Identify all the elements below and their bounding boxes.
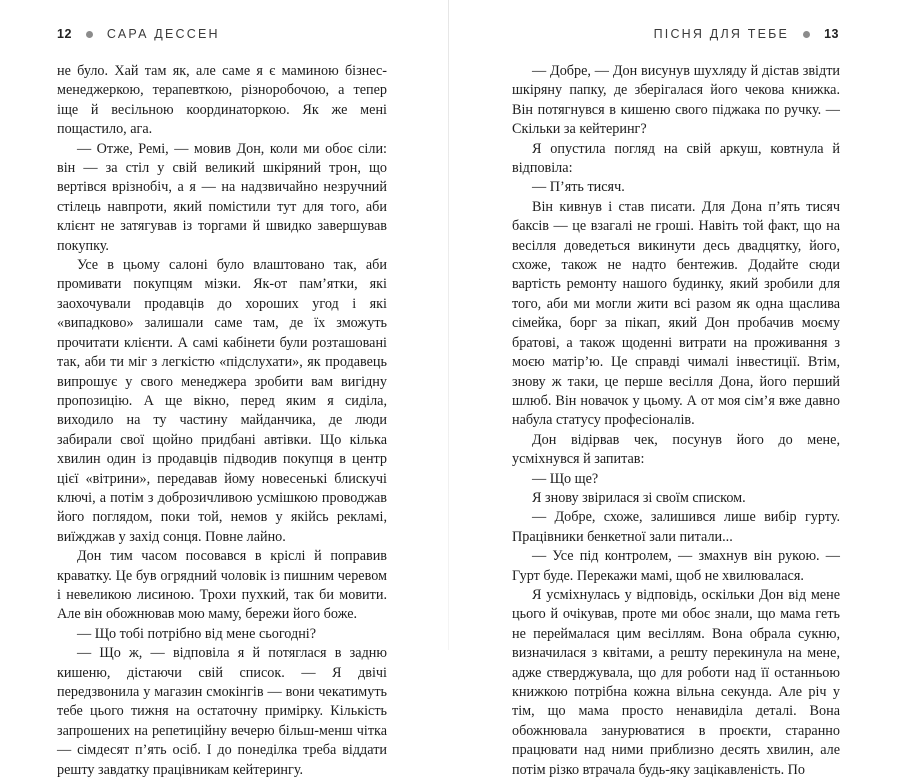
paragraph: Дон тим часом посовався в кріслі й поправив краватку. Це був огрядний чоловік із пишним черевом і невеликою лисиною. Трохи пухкий, так би мовити. Але він обожнював мою маму, бережи його боже. — [57, 548, 387, 623]
left-page-number: 12 — [57, 27, 72, 41]
left-page — [0, 0, 448, 778]
paragraph: Я опустила погляд на свій аркуш, ковтнула й відповіла: — [512, 140, 840, 177]
right-page — [449, 0, 897, 778]
right-page-number: 13 — [824, 27, 839, 41]
paragraph: — П’ять тисяч. — [532, 179, 625, 196]
paragraph: — Добре, схоже, залишився лише вибір гурту. Працівники бенкетної зали питали... — [512, 509, 840, 545]
paragraph: Дон відірвав чек, посунув його до мене, усміхнувся й запитав: — [512, 431, 840, 468]
paragraph: Усе в цьому салоні було влаштовано так, аби промивати покупцям мізки. Як-от пам’ятки, які заохочували продавців до хороших угод і які «випадково» залишали саме там, де їх зможуть прочитати клієнти. А самі кабінети були розташовані так, аби ти міг з легкістю «підслухати», як продавець випрошує у свого менеджера зробити вам вигідну пропозицію. А ще вікно, перед яким я сиділа, виходило на ту частину майданчика, де люди забирали свої щойно придбані автівки. Що кілька хвилин один із продавців підводив покупця в центр цієї «вітрини», передавав йому новесенькі блискучі ключі, а потім з доброзичливою усмішкою проводжав його поглядом, поки той, немов у якійсь рекламі, виїжджав у захід сонця. Повне лайно. — [57, 257, 387, 545]
paragraph: Я усміхнулась у відповідь, оскільки Дон від мене цього й очікував, проте ми обоє знали, що мама геть не переймалася цим весіллям. Вона обрала сукню, визначилася з квітами, а решту перекинула на мене, адже стверджувала, що для роботи над її останньою книжкою потрібна кожна вільна секунда. Але річ у тім, що мама просто ненавиділа деталі. Вона обожнювала занурюватися в проєкти, старанно працювати над ними приблизно десять хвилин, але потім різко втрачала будь-яку зацікавленість. По — [512, 586, 840, 778]
paragraph: — Що тобі потрібно від мене сьогодні? — [77, 625, 317, 642]
paragraph: — Усе під контролем, — змахнув він рукою. — Гурт буде. Перекажи мамі, щоб не хвилювалася. — [512, 548, 840, 584]
paragraph: Він кивнув і став писати. Для Дона п’ять тисяч баксів — це взагалі не гроші. Навіть той факт, що на весілля доведеться викинути десь двадцятку, його, схоже, також не надто бентежив. Додайте сюди вартість ремонту нашого будинку, який зробили для того, аби ми могли жити всі разом як одна щаслива сімейка, борг за пікап, який Дон пробачив моєму братові, а також щоденні витрати на проживання з моєю матір’ю. Це справді чималі інвестиції. Втім, знову ж таки, це перше весілля Дона, його перший шлюб. Він новачок у цьому. А от моя сім’я вже давно набула статусу професіоналів. — [512, 198, 840, 429]
right-running-head: ПІСНЯ ДЛЯ ТЕБЕ — [653, 27, 790, 41]
paragraph: — Що ж, — відповіла я й потяглася в задню кишеню, дістаючи свій список. — Я двічі передзвонила у магазин смокінгів — вони чекатимуть тебе цього тижня на остаточну примірку. Кількість запрошених на репетиційну вечерю більш-менш чітка — сімдесят п’ять осіб. І до понеділка треба віддати решту завдатку працівникам кейтерингу. — [57, 645, 387, 778]
right-page-header — [654, 24, 839, 44]
left-page-header — [57, 24, 220, 44]
right-page-body — [512, 62, 840, 780]
left-running-head: САРА ДЕССЕН — [106, 27, 220, 41]
header-bullet-icon — [803, 31, 810, 38]
paragraph: Я знову звірилася зі своїм списком. — [532, 489, 746, 506]
left-page-body — [57, 62, 387, 780]
header-bullet-icon — [86, 31, 93, 38]
paragraph: — Отже, Ремі, — мовив Дон, коли ми обоє сіли: він — за стіл у свій великий шкіряний трон, що вертівся врізнобіч, а я — на надзвичайно незручний стілець навпроти, який помістили тут для того, аби клієнт не затягував із торгами й швидко завершував покупку. — [57, 140, 387, 254]
paragraph: не було. Хай там як, але саме я є маминою бізнес-менеджеркою, терапевткою, різноробочою, а тепер іще й весільною координаторкою. Як же мені пощастило, ага. — [57, 63, 387, 138]
paragraph: — Що ще? — [532, 470, 599, 487]
paragraph: — Добре, — Дон висунув шухляду й дістав звідти шкіряну папку, де зберігалася його чекова книжка. Він потягнувся в кишеню свого піджака по ручку. — Скільки за кейтеринг? — [512, 63, 840, 138]
